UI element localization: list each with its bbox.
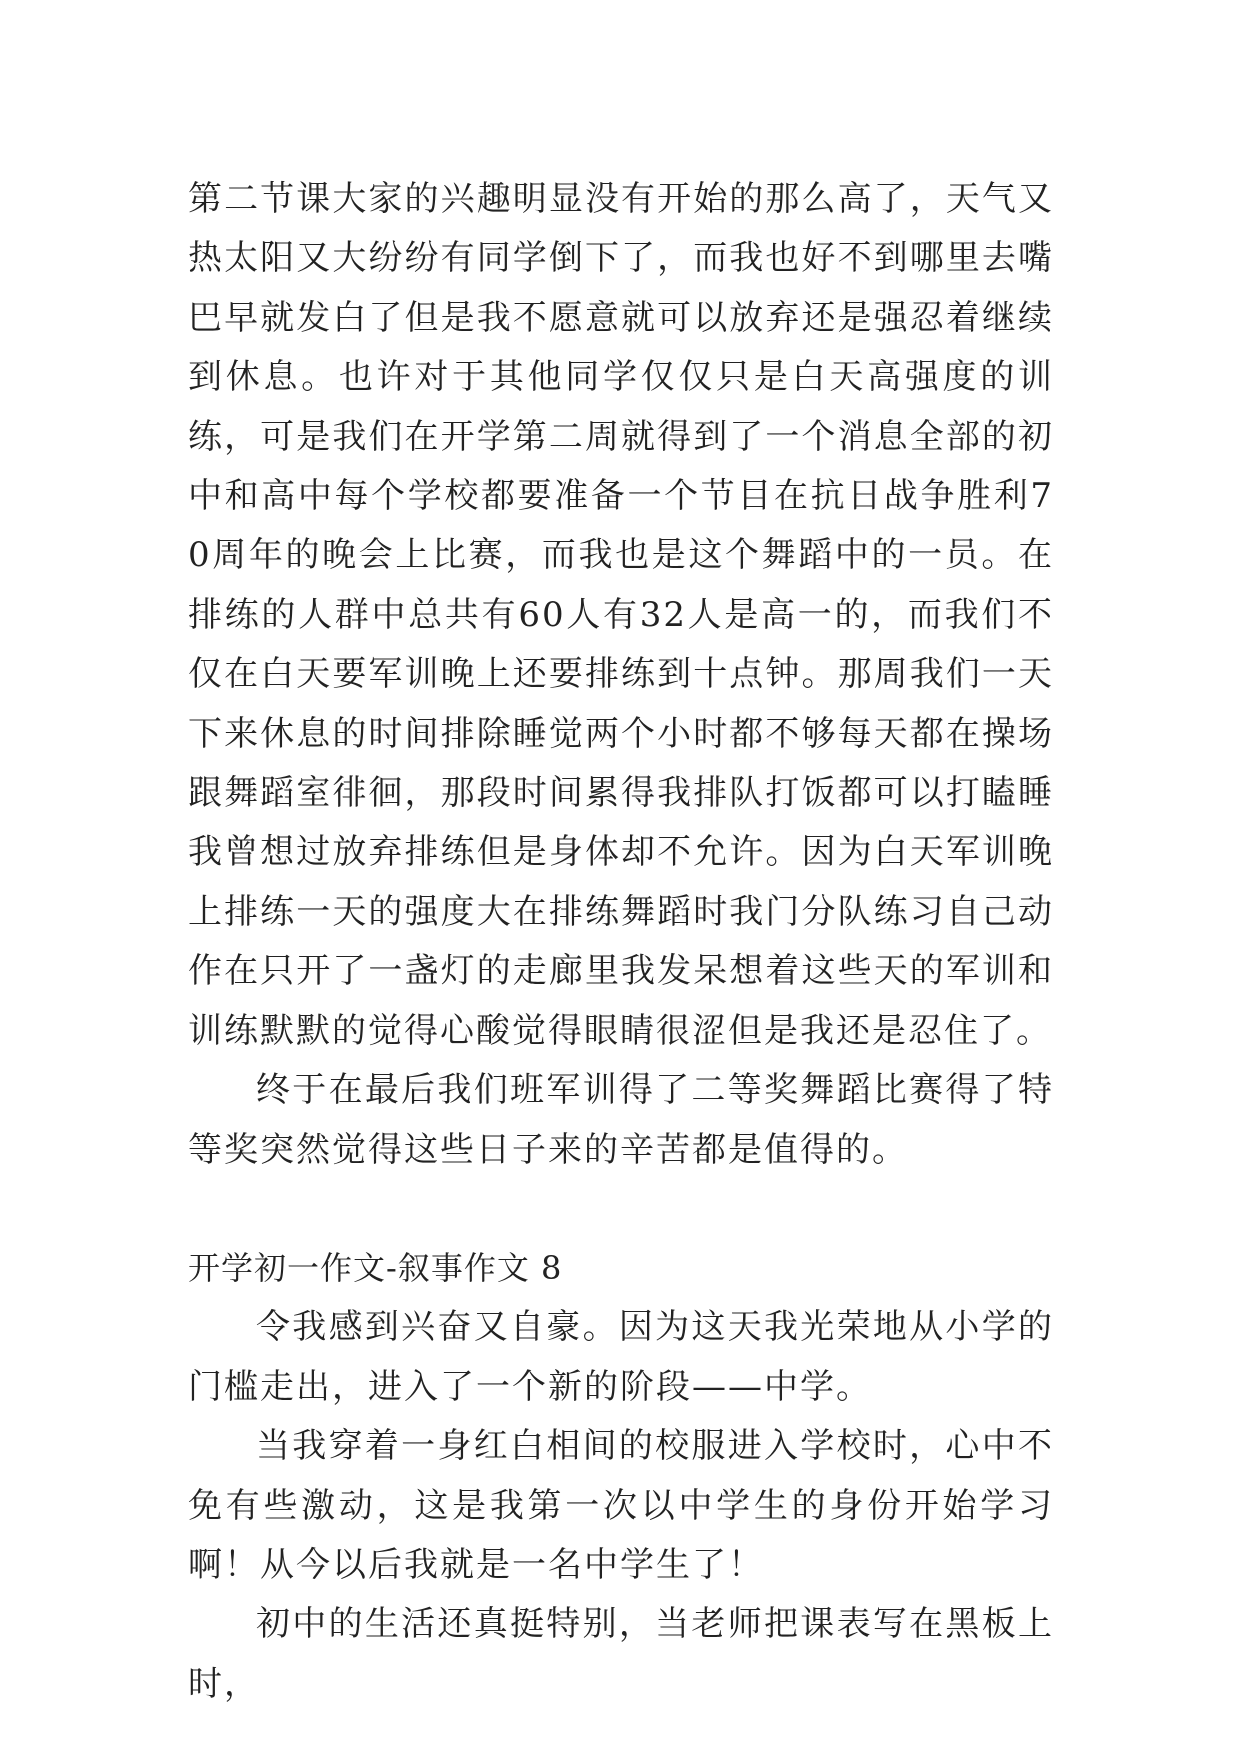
section-gap [188, 1180, 1054, 1239]
paragraph-school-uniform: 当我穿着一身红白相间的校服进入学校时，心中不免有些激动，这是我第一次以中学生的身份开始学习啊！从今以后我就是一名中学生了！ [188, 1426, 1054, 1585]
section-title: 开学初一作文-叙事作文 8 [188, 1248, 563, 1287]
paragraph-middle-school-life: 初中的生活还真挺特别，当老师把课表写在黑板上时， [188, 1604, 1054, 1704]
paragraph-excited-proud: 令我感到兴奋又自豪。因为这天我光荣地从小学的门槛走出，进入了一个新的阶段——中学。 [188, 1307, 1054, 1407]
paragraph-military-training: 第二节课大家的兴趣明显没有开始的那么高了，天气又热太阳又大纷纷有同学倒下了，而我也好不到哪里去嘴巴早就发白了但是我不愿意就可以放弃还是强忍着继续到休息。也许对于其他同学仅仅只是白天高强度的训练，可是我们在开学第二周就得到了一个消息全部的初中和高中每个学校都要准备一个节目在抗日战争胜利70周年的晚会上比赛，而我也是这个舞蹈中的一员。在排练的人群中总共有60人有32人是高一的，而我们不仅在白天要军训晚上还要排练到十点钟。那周我们一天下来休息的时间排除睡觉两个小时都不够每天都在操场跟舞蹈室徘徊，那段时间累得我排队打饭都可以打瞌睡我曾想过放弃排练但是身体却不允许。因为白天军训晚上排练一天的强度大在排练舞蹈时我门分队练习自己动作在只开了一盏灯的走廊里我发呆想着这些天的军训和训练默默的觉得心酸觉得眼睛很涩但是我还是忍住了。 [188, 179, 1054, 1051]
document-body [188, 170, 1054, 1714]
paragraph-award: 终于在最后我们班军训得了二等奖舞蹈比赛得了特等奖突然觉得这些日子来的辛苦都是值得的。 [188, 1070, 1054, 1170]
